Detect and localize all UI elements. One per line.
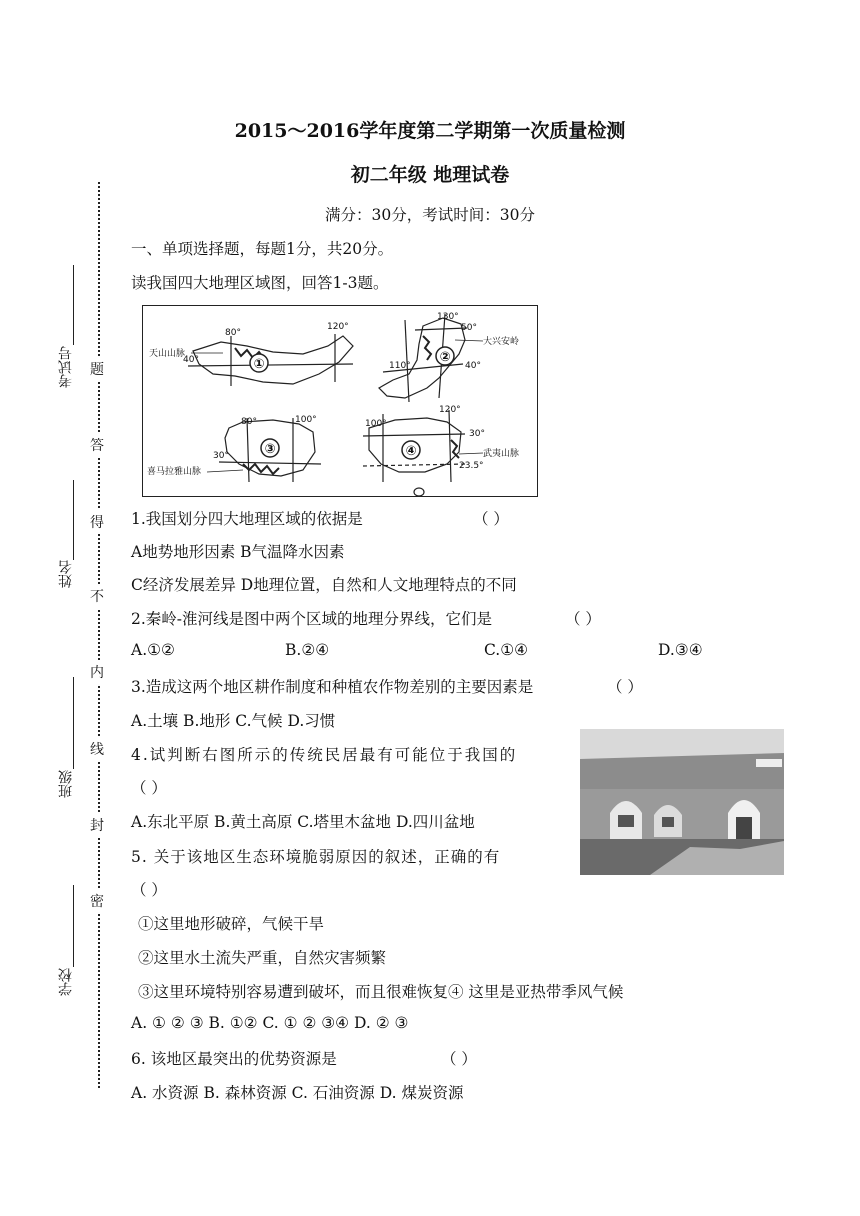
map-tick: 30° bbox=[469, 429, 485, 439]
binding-margin bbox=[0, 0, 120, 1216]
map-tick: 110° bbox=[389, 361, 411, 371]
question-2-option-b: B.②④ bbox=[285, 641, 330, 659]
map-tick: 100° bbox=[365, 419, 387, 429]
answer-blank[interactable]: （ ） bbox=[131, 779, 167, 797]
field-blank-class[interactable] bbox=[73, 677, 74, 769]
region-northwest bbox=[188, 334, 353, 386]
map-tick: 120° bbox=[327, 322, 349, 332]
map-tick: 30° bbox=[213, 451, 229, 461]
exam-meta: 满分：30分，考试时间：30分 bbox=[325, 206, 535, 224]
map-tick: 130° bbox=[437, 312, 459, 322]
map-tick: 80° bbox=[225, 328, 241, 338]
seal-char: 答 bbox=[90, 433, 104, 457]
question-4-options: A.东北平原 B.黄土高原 C.塔里木盆地 D.四川盆地 bbox=[131, 813, 475, 831]
question-2-option-d: D.③④ bbox=[658, 641, 703, 659]
map-tick: 80° bbox=[241, 417, 257, 427]
question-6: 6. 该地区最突出的优势资源是 bbox=[131, 1050, 337, 1068]
seal-char: 题 bbox=[90, 357, 104, 381]
seal-char: 封 bbox=[90, 813, 104, 837]
map-tick: 40° bbox=[465, 361, 481, 371]
section-intro: 读我国四大地理区域图，回答1-3题。 bbox=[131, 274, 389, 292]
question-5-statement-2: ②这里水土流失严重，自然灾害频繁 bbox=[138, 949, 387, 967]
answer-blank[interactable]: （ ） bbox=[565, 610, 601, 628]
question-3-options: A.土壤 B.地形 C.气候 D.习惯 bbox=[131, 712, 336, 730]
field-label-class: 班级 bbox=[58, 770, 74, 798]
question-2-option-c: C.①④ bbox=[484, 641, 529, 659]
map-tick: 23.5° bbox=[459, 461, 484, 471]
section-heading: 一、单项选择题，每题1分，共20分。 bbox=[131, 240, 394, 258]
seal-dotted-line bbox=[98, 182, 100, 1088]
question-3: 3.造成这两个地区耕作制度和种植农作物差别的主要因素是 bbox=[131, 678, 534, 696]
question-1-options-cd: C经济发展差异 D地理位置，自然和人文地理特点的不同 bbox=[131, 576, 517, 594]
map-tick: 120° bbox=[439, 405, 461, 415]
map-label-daxinganling: 大兴安岭 bbox=[483, 337, 520, 347]
map-svg bbox=[143, 306, 537, 496]
answer-blank[interactable]: （ ） bbox=[441, 1050, 477, 1068]
field-label-exam-number: 考试号 bbox=[58, 346, 74, 388]
question-1-options-ab: A地势地形因素 B气温降水因素 bbox=[131, 543, 345, 561]
question-2: 2.秦岭-淮河线是图中两个区域的地理分界线，它们是 bbox=[131, 610, 493, 628]
seal-char: 密 bbox=[90, 889, 104, 913]
answer-blank[interactable]: （ ） bbox=[607, 678, 643, 696]
question-5-statement-3: ③这里环境特别容易遭到破坏，而且很难恢复④ 这里是亚热带季风气候 bbox=[138, 983, 624, 1001]
seal-char: 内 bbox=[90, 660, 104, 684]
region-label-4: ④ bbox=[405, 444, 417, 459]
exam-subtitle: 初二年级 地理试卷 bbox=[350, 164, 510, 186]
region-label-2: ② bbox=[439, 350, 451, 365]
region-label-1: ① bbox=[253, 357, 265, 372]
map-tick: 40° bbox=[183, 355, 199, 365]
region-label-3: ③ bbox=[264, 442, 276, 457]
field-label-school: 学校 bbox=[58, 968, 74, 996]
question-1: 1.我国划分四大地理区域的依据是 bbox=[131, 510, 363, 528]
question-5: 5. 关于该地区生态环境脆弱原因的叙述，正确的有 bbox=[131, 848, 501, 866]
seal-char: 不 bbox=[90, 584, 104, 608]
answer-blank[interactable]: （ ） bbox=[131, 881, 167, 899]
map-tick: 50° bbox=[461, 323, 477, 333]
map-label-wuyi: 武夷山脉 bbox=[483, 449, 520, 459]
field-blank-exam-number[interactable] bbox=[73, 265, 74, 345]
seal-char: 线 bbox=[90, 737, 104, 761]
cave-dwelling-photo bbox=[580, 729, 784, 875]
question-6-options: A. 水资源 B. 森林资源 C. 石油资源 D. 煤炭资源 bbox=[131, 1084, 464, 1102]
question-5-options: A. ① ② ③ B. ①② C. ① ② ③④ D. ② ③ bbox=[131, 1014, 409, 1032]
map-label-ximalaya: 喜马拉雅山脉 bbox=[147, 467, 202, 477]
exam-title: 2015～2016学年度第二学期第一次质量检测 bbox=[234, 120, 626, 142]
answer-blank[interactable]: （ ） bbox=[473, 510, 509, 528]
question-2-option-a: A.①② bbox=[131, 641, 175, 659]
field-blank-school[interactable] bbox=[73, 885, 74, 967]
field-blank-name[interactable] bbox=[73, 480, 74, 560]
seal-char: 得 bbox=[90, 510, 104, 534]
field-label-name: 姓名 bbox=[58, 560, 74, 588]
question-4: 4.试判断右图所示的传统民居最有可能位于我国的 bbox=[131, 746, 518, 764]
question-5-statement-1: ①这里地形破碎，气候干旱 bbox=[138, 915, 325, 933]
map-label-tianshan: 天山山脉 bbox=[149, 349, 186, 359]
four-regions-map bbox=[142, 305, 538, 497]
map-tick: 100° bbox=[295, 415, 317, 425]
